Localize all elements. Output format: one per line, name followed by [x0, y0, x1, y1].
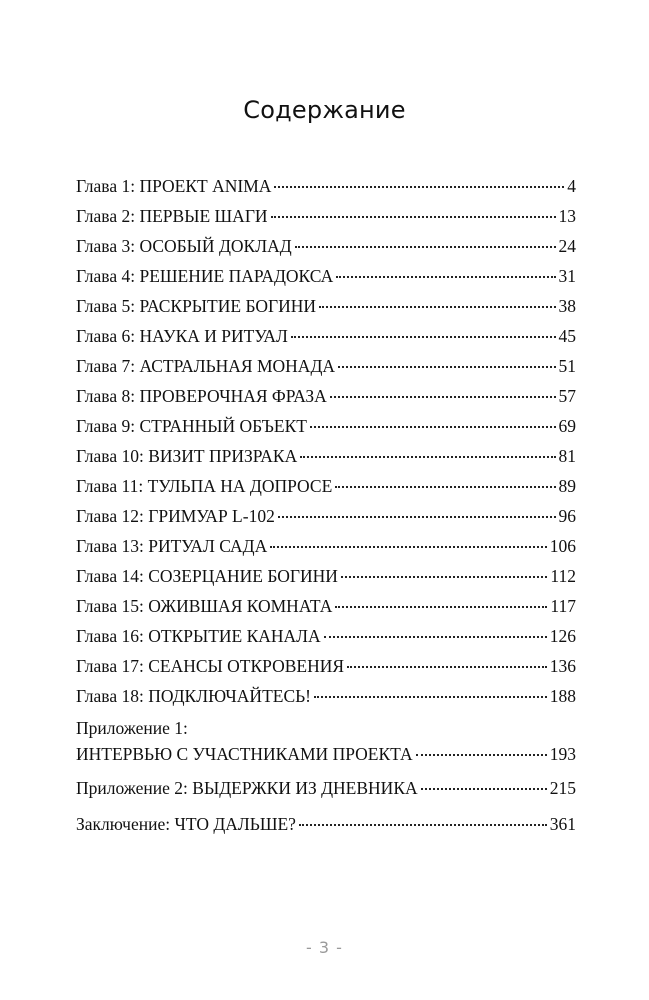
dot-leader — [416, 753, 547, 756]
dot-leader — [324, 635, 547, 638]
toc-entry-label: Глава 14: СОЗЕРЦАНИЕ БОГИНИ — [76, 566, 338, 586]
toc-entry-page: 81 — [558, 446, 576, 466]
toc-entry — [76, 501, 576, 531]
dot-leader — [300, 455, 555, 458]
toc-entry-label: Глава 18: ПОДКЛЮЧАЙТЕСЬ! — [76, 686, 311, 706]
toc-entry-appendix-2 — [76, 773, 576, 803]
toc-entry — [76, 441, 576, 471]
toc-entry-page: 57 — [558, 386, 576, 406]
toc-entry-label: Глава 13: РИТУАЛ САДА — [76, 536, 268, 556]
toc-entry — [76, 381, 576, 411]
dot-leader — [278, 515, 556, 518]
toc-entry-label: ИНТЕРВЬЮ С УЧАСТНИКАМИ ПРОЕКТА — [76, 744, 413, 764]
dot-leader — [270, 545, 547, 548]
dot-leader — [274, 185, 564, 188]
dot-leader — [335, 605, 547, 608]
toc-entry — [76, 201, 576, 231]
toc-entry-page: 38 — [558, 296, 576, 316]
toc-entry — [76, 531, 576, 561]
toc-entry-label: Глава 17: СЕАНСЫ ОТКРОВЕНИЯ — [76, 656, 345, 676]
toc-entry — [76, 471, 576, 501]
dot-leader — [299, 823, 547, 826]
toc-entry-page: 215 — [549, 778, 576, 798]
toc-entry-page: 96 — [558, 506, 576, 526]
toc-entry-label: Заключение: ЧТО ДАЛЬШЕ? — [76, 814, 296, 834]
toc-entry-label: Глава 7: АСТРАЛЬНАЯ МОНАДА — [76, 356, 336, 376]
toc-entry — [76, 261, 576, 291]
dot-leader — [341, 575, 547, 578]
toc-entry — [76, 681, 576, 711]
toc-entry-page: 4 — [567, 176, 576, 196]
toc-entry — [76, 351, 576, 381]
dot-leader — [330, 395, 556, 398]
toc-entry-page: 193 — [549, 744, 576, 764]
toc-entry — [76, 231, 576, 261]
toc-entry-label: Приложение 2: ВЫДЕРЖКИ ИЗ ДНЕВНИКА — [76, 778, 418, 798]
dot-leader — [338, 365, 555, 368]
toc-entry — [76, 411, 576, 441]
page-number: - 3 - — [306, 938, 343, 957]
toc-entry-label: Глава 5: РАСКРЫТИЕ БОГИНИ — [76, 296, 317, 316]
toc-entry-page: 106 — [549, 536, 576, 556]
appendix-1-heading: Приложение 1: — [76, 718, 188, 738]
toc-entry-label: Глава 16: ОТКРЫТИЕ КАНАЛА — [76, 626, 321, 646]
dot-leader — [291, 335, 556, 338]
toc-entry-label: Глава 10: ВИЗИТ ПРИЗРАКА — [76, 446, 298, 466]
toc-entry-label: Глава 3: ОСОБЫЙ ДОКЛАД — [76, 236, 292, 256]
dot-leader — [271, 215, 556, 218]
toc-entry-page: 126 — [549, 626, 576, 646]
dot-leader — [335, 485, 555, 488]
toc-entry-label: Глава 15: ОЖИВШАЯ КОМНАТА — [76, 596, 333, 616]
table-of-contents — [76, 171, 576, 839]
toc-entry-page: 112 — [550, 566, 576, 586]
toc-entry-label: Глава 8: ПРОВЕРОЧНАЯ ФРАЗА — [76, 386, 327, 406]
toc-entry-page: 89 — [558, 476, 576, 496]
toc-entry-label: Глава 11: ТУЛЬПА НА ДОПРОСЕ — [76, 476, 333, 496]
toc-entry-label: Глава 2: ПЕРВЫЕ ШАГИ — [76, 206, 268, 226]
page-title: Содержание — [243, 96, 406, 124]
dot-leader — [336, 275, 555, 278]
toc-entry — [76, 591, 576, 621]
appendix-1-heading-line — [76, 717, 576, 739]
dot-leader — [295, 245, 556, 248]
dot-leader — [314, 695, 547, 698]
toc-entry-page: 31 — [558, 266, 576, 286]
dot-leader — [347, 665, 547, 668]
toc-entry-page: 51 — [558, 356, 576, 376]
dot-leader — [421, 787, 547, 790]
toc-entry — [76, 171, 576, 201]
toc-entry — [76, 651, 576, 681]
toc-entry-label: Глава 4: РЕШЕНИЕ ПАРАДОКСА — [76, 266, 334, 286]
toc-entry-page: 136 — [549, 656, 576, 676]
toc-entry — [76, 321, 576, 351]
toc-entry-page: 361 — [549, 814, 576, 834]
toc-entry-page: 69 — [558, 416, 576, 436]
toc-entry-label: Глава 9: СТРАННЫЙ ОБЪЕКТ — [76, 416, 307, 436]
toc-entry — [76, 561, 576, 591]
toc-entry-label: Глава 1: ПРОЕКТ ANIMA — [76, 176, 272, 196]
toc-entry-label: Глава 12: ГРИМУАР L-102 — [76, 506, 275, 526]
toc-entry-page: 13 — [558, 206, 576, 226]
dot-leader — [310, 425, 556, 428]
toc-entry-page: 24 — [558, 236, 576, 256]
dot-leader — [319, 305, 555, 308]
toc-entry-page: 188 — [549, 686, 576, 706]
toc-entry-appendix-1 — [76, 739, 576, 769]
toc-entry — [76, 291, 576, 321]
toc-entry-conclusion — [76, 809, 576, 839]
toc-entry-page: 117 — [550, 596, 576, 616]
toc-entry — [76, 621, 576, 651]
toc-entry-label: Глава 6: НАУКА И РИТУАЛ — [76, 326, 288, 346]
toc-entry-page: 45 — [558, 326, 576, 346]
